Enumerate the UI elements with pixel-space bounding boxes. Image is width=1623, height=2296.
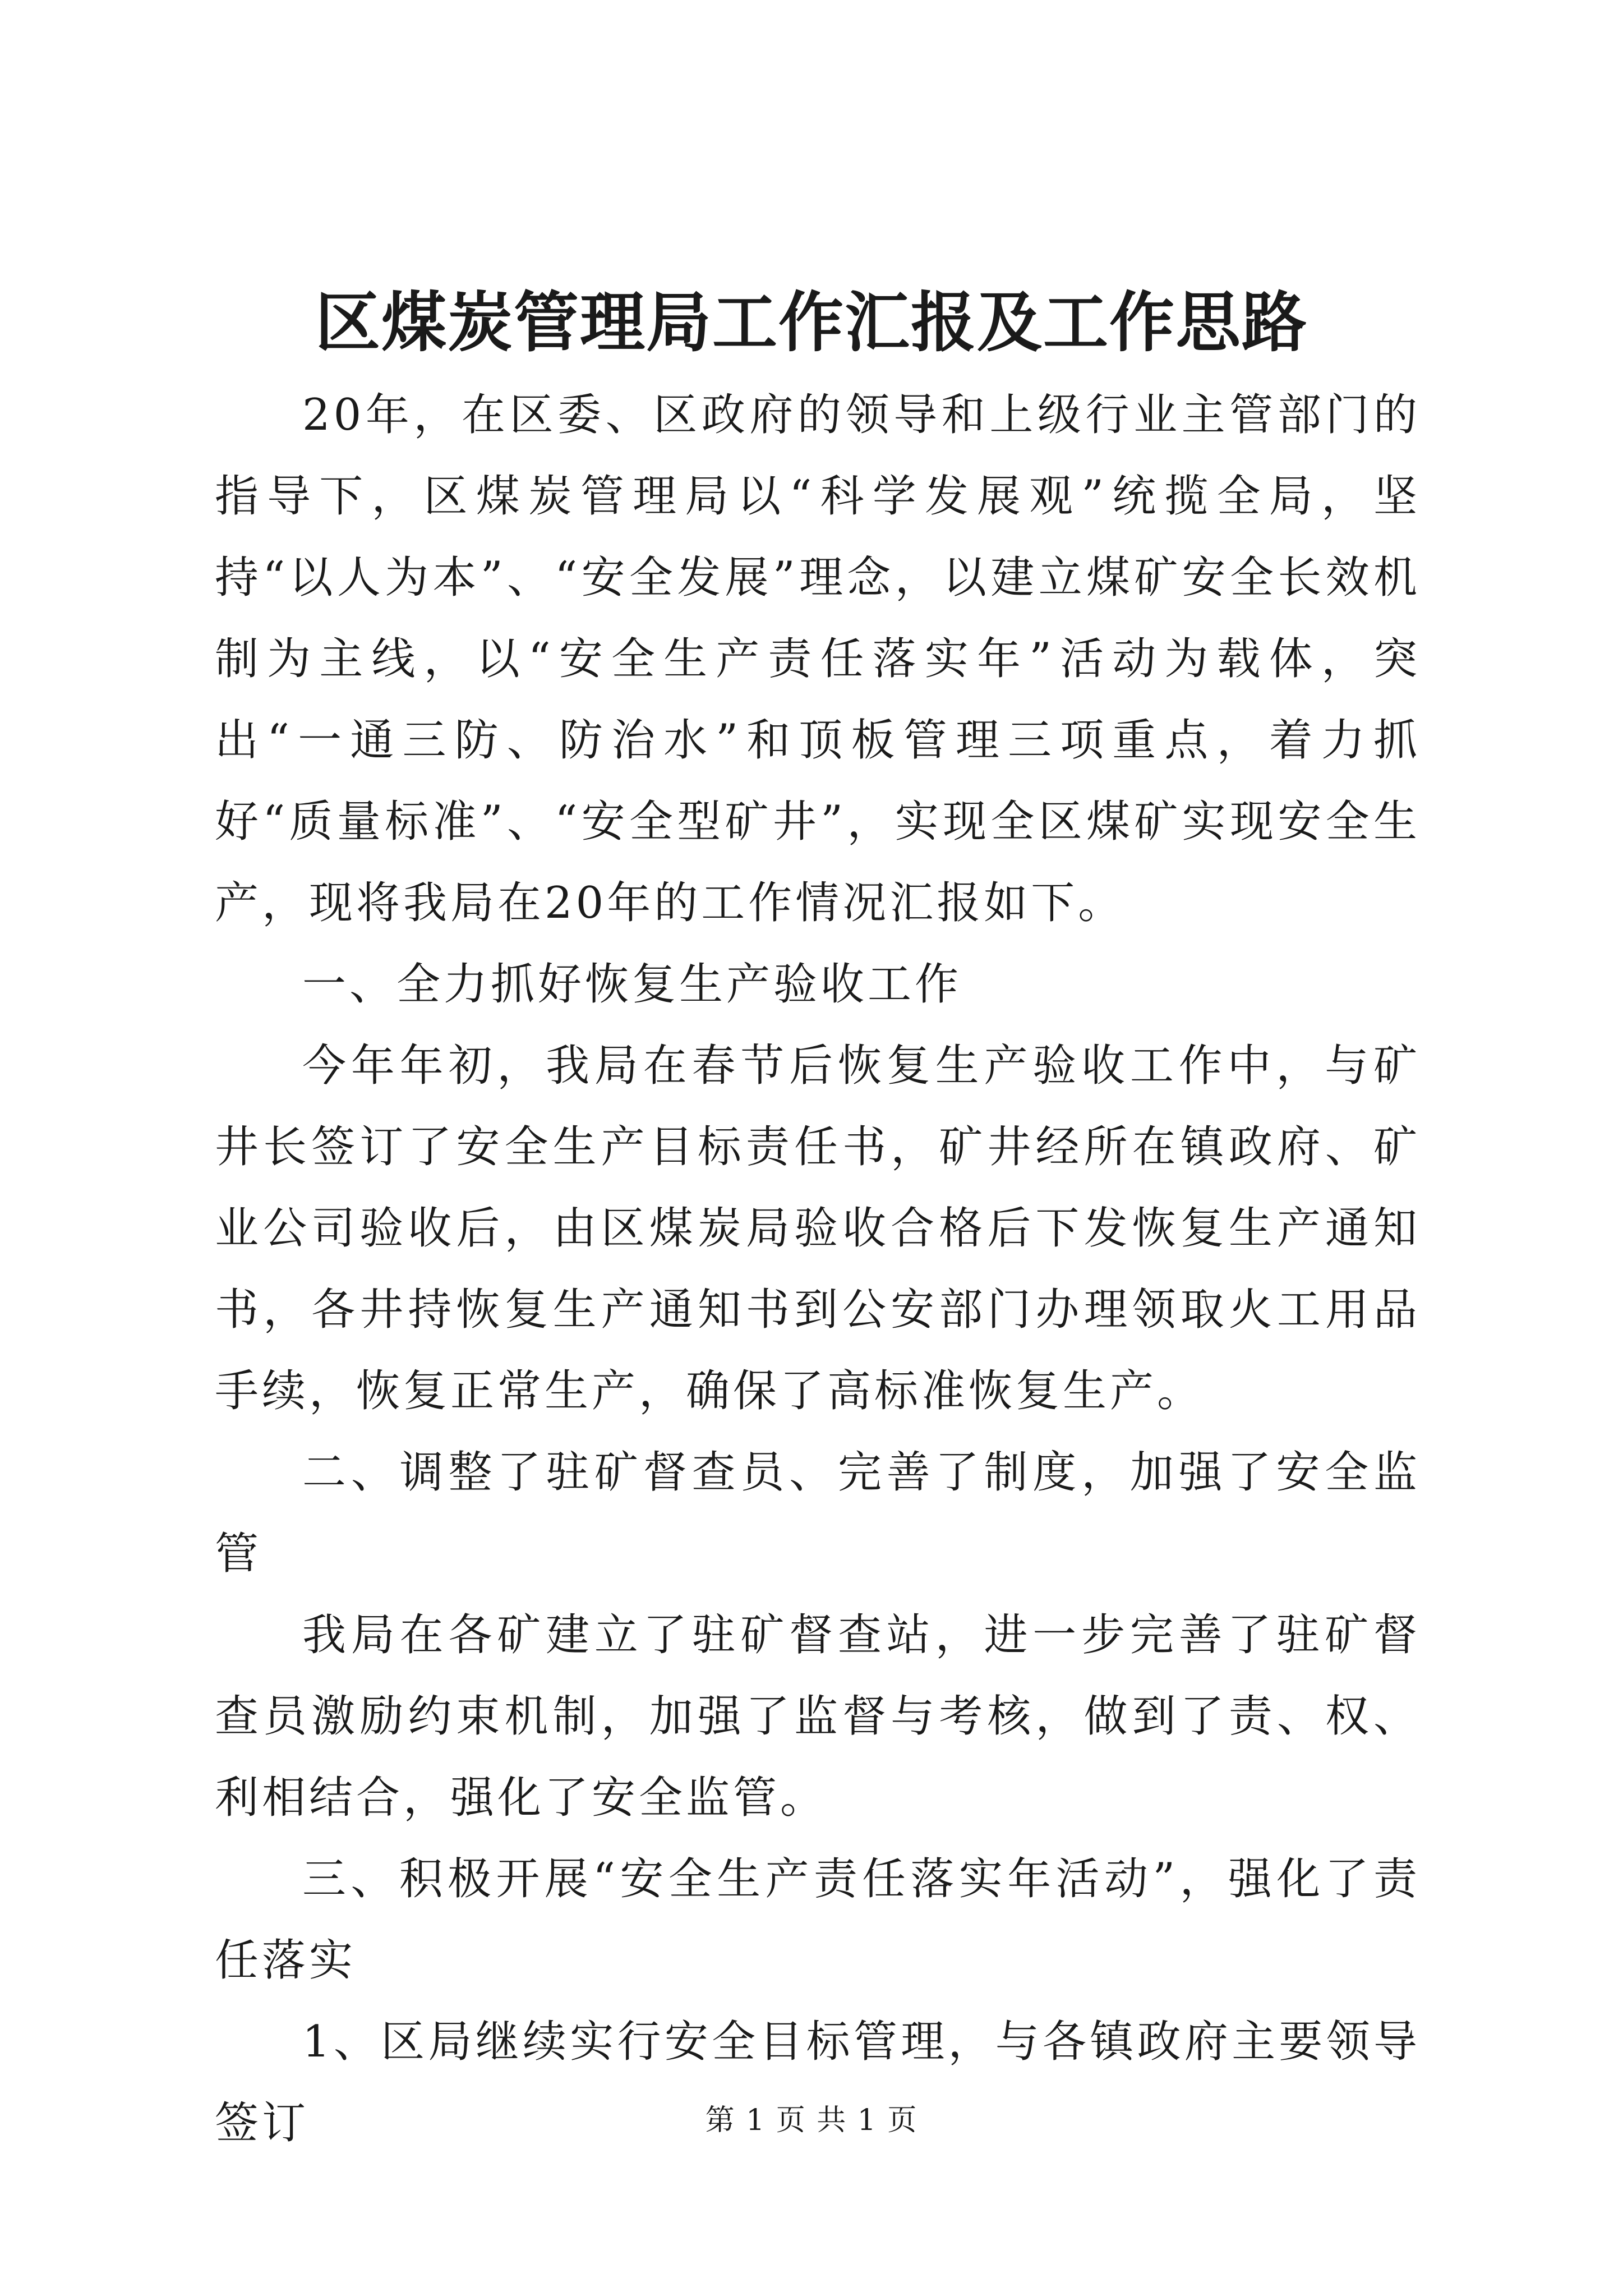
paragraph-section-1: 今年年初，我局在春节后恢复生产验收工作中，与矿井长签订了安全生产目标责任书，矿井经所在镇政府、矿业公司验收后，由区煤炭局验收合格后下发恢复生产通知书，各井持恢复生产通知书到公安部门办理领取火工用品手续，恢复正常生产，确保了高标准恢复生产。 <box>215 1041 1421 1416</box>
section-heading-1: 一、全力抓好恢复生产验收工作 <box>302 959 962 1010</box>
document-body <box>215 375 1421 2164</box>
page-number-footer: 第 1 页 共 1 页 <box>705 2104 918 2137</box>
section-heading-2: 二、调整了驻矿督查员、完善了制度，加强了安全监管 <box>215 1447 1421 1579</box>
document-title: 区煤炭管理局工作汇报及工作思路 <box>315 284 1308 361</box>
paragraph-intro: 20年，在区委、区政府的领导和上级行业主管部门的指导下，区煤炭管理局以“科学发展观”统揽全局，坚持“以人为本”、“安全发展”理念，以建立煤矿安全长效机制为主线，以“安全生产责任落实年”活动为载体，突出“一通三防、防治水”和顶板管理三项重点，着力抓好“质量标准”、“安全型矿井”，实现全区煤矿实现安全生产，现将我局在20年的工作情况汇报如下。 <box>215 390 1421 928</box>
paragraph-item-1: 1、区局继续实行安全目标管理，与各镇政府主要领导签订 <box>215 2017 1421 2148</box>
section-heading-3: 三、积极开展“安全生产责任落实年活动”，强化了责任落实 <box>215 1854 1421 1986</box>
paragraph-section-2: 我局在各矿建立了驻矿督查站，进一步完善了驻矿督查员激励约束机制，加强了监督与考核，做到了责、权、利相结合，强化了安全监管。 <box>215 1610 1421 1823</box>
